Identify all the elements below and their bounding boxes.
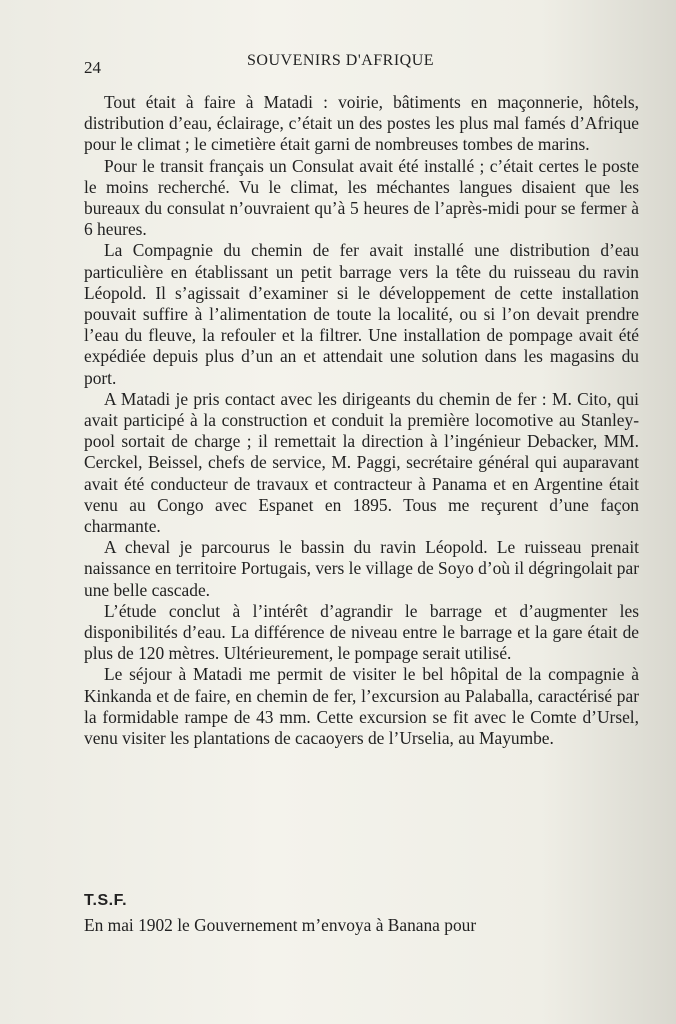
paragraph: Pour le transit français un Consulat avait été installé ; c’était certes le poste le moins recherché. Vu le climat, les méchantes langues disaient que les bureaux du consulat n’ouvraient qu’à 5 heures de l’après-midi pour se fermer à 6 heures. (84, 155, 639, 240)
page-number: 24 (84, 58, 101, 77)
paragraph: La Compagnie du chemin de fer avait installé une distribution d’eau particulière en établissant un petit barrage vers la tête du ruisseau du ravin Léopold. Il s’agissait d’examiner si le développement de cette installation pouvait suffire à l’alimentation de toute la localité, ou si l’on devait prendre l’eau du fleuve, la refouler et la filtrer. Une installation de pompage avait été expédiée depuis plus d’un an et attendait une solution dans les magasins du port. (84, 240, 639, 388)
paragraph: Tout était à faire à Matadi : voirie, bâtiments en maçonnerie, hôtels, distribution d’eau, éclairage, c’était un des postes les plus mal famés d’Afrique pour le climat ; le cimetière était garni de nombreuses tombes de marins. (84, 92, 639, 155)
running-title: SOUVENIRS D'AFRIQUE (247, 52, 435, 69)
section-heading: T.S.F. (84, 892, 128, 909)
body-text (84, 92, 639, 749)
paragraph: A Matadi je pris contact avec les dirigeants du chemin de fer : M. Cito, qui avait participé à la construction et conduit la première locomotive au Stanley-pool sortait de charge ; il remettait la direction à l’ingénieur Debacker, MM. Cerckel, Beissel, chefs de service, M. Paggi, secrétaire général qui auparavant avait été conducteur de travaux et contracteur à Panama et en Argentine était venu au Congo avec Espanet en 1895. Tous me reçurent d’une façon charmante. (84, 388, 639, 537)
paragraph: A cheval je parcourus le bassin du ravin Léopold. Le ruisseau prenait naissance en territoire Portugais, vers le village de Soyo d’où il dégringolait par une belle cascade. (84, 537, 639, 600)
paragraph: Le séjour à Matadi me permit de visiter le bel hôpital de la compagnie à Kinkanda et de faire, en chemin de fer, l’excursion au Palaballa, caractérisé par la formidable rampe de 43 mm. Cette excursion se fit avec le Comte d’Ursel, venu visiter les plantations de cacaoyers de l’Urselia, au Mayumbe. (84, 664, 639, 749)
paragraph: L’étude conclut à l’intérêt d’agrandir le barrage et d’augmenter les disponibilités d’eau. La différence de niveau entre le barrage et la gare était de plus de 120 mètres. Ultérieurement, le pompage serait utilisé. (84, 600, 639, 664)
paragraph: En mai 1902 le Gouvernement m’envoya à Banana pour (84, 915, 477, 935)
